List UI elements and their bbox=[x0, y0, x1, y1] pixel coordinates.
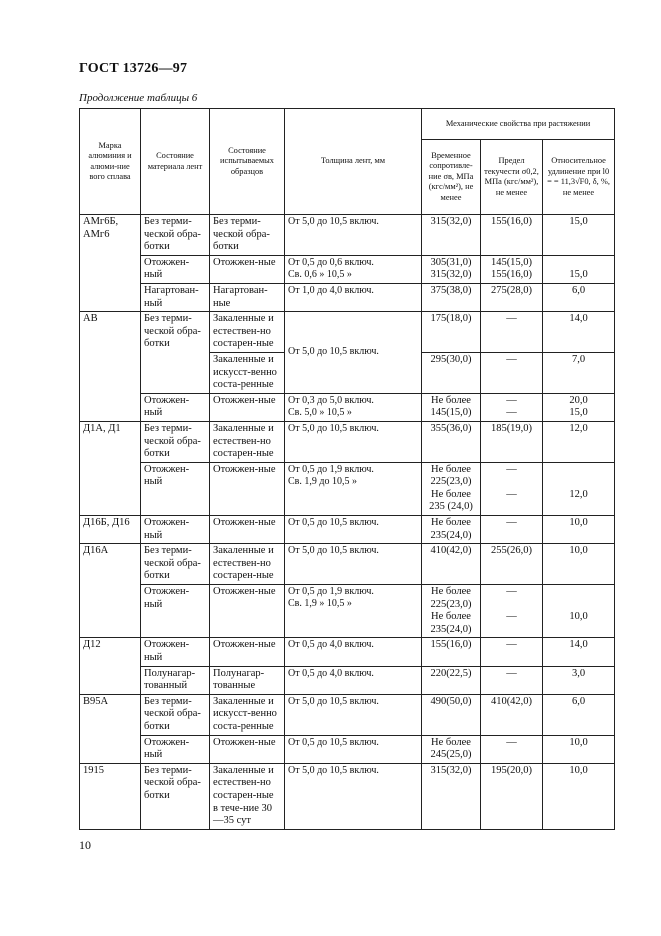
grade-cell: Д12 bbox=[80, 638, 141, 694]
material-state-cell: Отожжен-ный bbox=[141, 735, 210, 763]
mechanical-properties-table bbox=[79, 108, 615, 830]
tensile-strength-cell: 305(31,0) 315(32,0) bbox=[422, 255, 481, 283]
sample-state-cell: Нагартован-ные bbox=[210, 283, 285, 311]
material-state-cell: Без терми-ческой обра-ботки bbox=[141, 421, 210, 462]
material-state-cell: Отожжен-ный bbox=[141, 585, 210, 638]
material-state-cell: Без терми-ческой обра-ботки bbox=[141, 215, 210, 256]
sample-state-cell: Отожжен-ные bbox=[210, 585, 285, 638]
thickness-cell: От 5,0 до 10,5 включ. bbox=[285, 763, 422, 829]
thickness-cell: От 5,0 до 10,5 включ. bbox=[285, 544, 422, 585]
tensile-strength-cell: 175(18,0) bbox=[422, 312, 481, 353]
tensile-strength-cell: Не более 245(25,0) bbox=[422, 735, 481, 763]
thickness-cell: От 0,3 до 5,0 включ. Св. 5,0 » 10,5 » bbox=[285, 393, 422, 421]
yield-strength-cell: — bbox=[481, 312, 543, 353]
tensile-strength-cell: 355(36,0) bbox=[422, 421, 481, 462]
yield-strength-cell: 275(28,0) bbox=[481, 283, 543, 311]
header-sample-state: Состояние испытываемых образцов bbox=[210, 109, 285, 215]
yield-strength-cell: 155(16,0) bbox=[481, 215, 543, 256]
material-state-cell: Отожжен-ный bbox=[141, 516, 210, 544]
header-yield-strength: Предел текучести σ0,2, МПа (кгс/мм²), не менее bbox=[481, 140, 543, 215]
table-row bbox=[80, 585, 615, 638]
sample-state-cell: Отожжен-ные bbox=[210, 255, 285, 283]
yield-strength-cell: — bbox=[481, 352, 543, 393]
yield-strength-cell: — bbox=[481, 666, 543, 694]
sample-state-cell: Без терми-ческой обра-ботки bbox=[210, 215, 285, 256]
thickness-cell: От 0,5 до 1,9 включ. Св. 1,9 » 10,5 » bbox=[285, 585, 422, 638]
table-row bbox=[80, 283, 615, 311]
material-state-cell: Нагартован-ный bbox=[141, 283, 210, 311]
header-material-state: Состояние материала лент bbox=[141, 109, 210, 215]
elongation-cell: 10,0 bbox=[543, 585, 615, 638]
material-state-cell: Без терми-ческой обра-ботки bbox=[141, 544, 210, 585]
document-title: ГОСТ 13726—97 bbox=[79, 61, 188, 76]
elongation-cell: 10,0 bbox=[543, 544, 615, 585]
material-state-cell: Отожжен-ный bbox=[141, 638, 210, 666]
thickness-cell: От 5,0 до 10,5 включ. bbox=[285, 421, 422, 462]
elongation-cell: 15,0 bbox=[543, 215, 615, 256]
material-state-cell: Без терми-ческой обра-ботки bbox=[141, 763, 210, 829]
material-state-cell: Полунагар-тованный bbox=[141, 666, 210, 694]
header-thickness: Толщина лент, мм bbox=[285, 109, 422, 215]
table-row bbox=[80, 735, 615, 763]
grade-cell: В95А bbox=[80, 694, 141, 763]
yield-strength-cell: 195(20,0) bbox=[481, 763, 543, 829]
sample-state-cell: Отожжен-ные bbox=[210, 516, 285, 544]
thickness-cell: От 0,5 до 10,5 включ. bbox=[285, 735, 422, 763]
elongation-cell: 10,0 bbox=[543, 763, 615, 829]
material-state-cell: Отожжен-ный bbox=[141, 462, 210, 515]
grade-cell: АМг6Б, АМг6 bbox=[80, 215, 141, 312]
yield-strength-cell: 255(26,0) bbox=[481, 544, 543, 585]
elongation-cell: 12,0 bbox=[543, 421, 615, 462]
material-state-cell: Без терми-ческой обра-ботки bbox=[141, 694, 210, 735]
elongation-cell: 12,0 bbox=[543, 462, 615, 515]
yield-strength-cell: — bbox=[481, 638, 543, 666]
sample-state-cell: Закаленные и естествен-но состарен-ные bbox=[210, 312, 285, 353]
table-row bbox=[80, 312, 615, 353]
tensile-strength-cell: 375(38,0) bbox=[422, 283, 481, 311]
material-state-cell: Отожжен-ный bbox=[141, 393, 210, 421]
table-row bbox=[80, 393, 615, 421]
tensile-strength-cell: 410(42,0) bbox=[422, 544, 481, 585]
table-row bbox=[80, 694, 615, 735]
elongation-cell: 6,0 bbox=[543, 283, 615, 311]
tensile-strength-cell: Не более 235(24,0) bbox=[422, 516, 481, 544]
sample-state-cell: Закаленные и естествен-но состарен-ные bbox=[210, 421, 285, 462]
grade-cell: Д1А, Д1 bbox=[80, 421, 141, 515]
elongation-cell: 10,0 bbox=[543, 735, 615, 763]
table-row bbox=[80, 516, 615, 544]
table-row bbox=[80, 666, 615, 694]
material-state-cell: Без терми-ческой обра-ботки bbox=[141, 312, 210, 394]
table-continuation-caption: Продолжение таблицы 6 bbox=[79, 92, 198, 104]
header-tensile-strength: Временное сопротивле-ние σв, МПа (кгс/мм²), не менее bbox=[422, 140, 481, 215]
table-row bbox=[80, 462, 615, 515]
elongation-cell: 7,0 bbox=[543, 352, 615, 393]
page-number: 10 bbox=[79, 838, 91, 852]
grade-cell: Д16А bbox=[80, 544, 141, 638]
table-row bbox=[80, 638, 615, 666]
thickness-cell: От 5,0 до 10,5 включ. bbox=[285, 312, 422, 394]
table-row bbox=[80, 215, 615, 256]
sample-state-cell: Полунагар-тованные bbox=[210, 666, 285, 694]
elongation-cell: 14,0 bbox=[543, 312, 615, 353]
thickness-cell: От 0,5 до 10,5 включ. bbox=[285, 516, 422, 544]
sample-state-cell: Закаленные и естествен-но состарен-ные bbox=[210, 544, 285, 585]
sample-state-cell: Закаленные и естествен-но состарен-ные в тече-ние 30—35 сут bbox=[210, 763, 285, 829]
elongation-cell: 20,0 15,0 bbox=[543, 393, 615, 421]
tensile-strength-cell: Не более 225(23,0) Не более 235 (24,0) bbox=[422, 462, 481, 515]
sample-state-cell: Закаленные и искусст-венно соста-ренные bbox=[210, 352, 285, 393]
sample-state-cell: Отожжен-ные bbox=[210, 735, 285, 763]
elongation-cell: 6,0 bbox=[543, 694, 615, 735]
thickness-cell: От 0,5 до 1,9 включ. Св. 1,9 до 10,5 » bbox=[285, 462, 422, 515]
grade-cell: АВ bbox=[80, 312, 141, 422]
yield-strength-cell: 145(15,0) 155(16,0) bbox=[481, 255, 543, 283]
table-row bbox=[80, 255, 615, 283]
yield-strength-cell: — bbox=[481, 735, 543, 763]
yield-strength-cell: — — bbox=[481, 462, 543, 515]
tensile-strength-cell: 295(30,0) bbox=[422, 352, 481, 393]
tensile-strength-cell: Не более 225(23,0) Не более 235(24,0) bbox=[422, 585, 481, 638]
table-row bbox=[80, 544, 615, 585]
header-mechanical-properties: Механические свойства при растяжении bbox=[422, 109, 615, 140]
sample-state-cell: Закаленные и искусст-венно соста-ренные bbox=[210, 694, 285, 735]
table-row bbox=[80, 763, 615, 829]
tensile-strength-cell: 155(16,0) bbox=[422, 638, 481, 666]
thickness-cell: От 5,0 до 10,5 включ. bbox=[285, 215, 422, 256]
sample-state-cell: Отожжен-ные bbox=[210, 638, 285, 666]
grade-cell: 1915 bbox=[80, 763, 141, 829]
yield-strength-cell: — bbox=[481, 516, 543, 544]
yield-strength-cell: 410(42,0) bbox=[481, 694, 543, 735]
elongation-cell: 14,0 bbox=[543, 638, 615, 666]
elongation-cell: 3,0 bbox=[543, 666, 615, 694]
elongation-cell: 15,0 bbox=[543, 255, 615, 283]
thickness-cell: От 0,5 до 0,6 включ. Св. 0,6 » 10,5 » bbox=[285, 255, 422, 283]
grade-cell: Д16Б, Д16 bbox=[80, 516, 141, 544]
sample-state-cell: Отожжен-ные bbox=[210, 462, 285, 515]
tensile-strength-cell: Не более 145(15,0) bbox=[422, 393, 481, 421]
material-state-cell: Отожжен-ный bbox=[141, 255, 210, 283]
thickness-cell: От 0,5 до 4,0 включ. bbox=[285, 666, 422, 694]
sample-state-cell: Отожжен-ные bbox=[210, 393, 285, 421]
yield-strength-cell: 185(19,0) bbox=[481, 421, 543, 462]
table-row bbox=[80, 421, 615, 462]
yield-strength-cell: — — bbox=[481, 393, 543, 421]
tensile-strength-cell: 315(32,0) bbox=[422, 763, 481, 829]
thickness-cell: От 5,0 до 10,5 включ. bbox=[285, 694, 422, 735]
tensile-strength-cell: 490(50,0) bbox=[422, 694, 481, 735]
elongation-cell: 10,0 bbox=[543, 516, 615, 544]
tensile-strength-cell: 315(32,0) bbox=[422, 215, 481, 256]
tensile-strength-cell: 220(22,5) bbox=[422, 666, 481, 694]
header-grade: Марка алюминия и алюми-ние вого сплава bbox=[80, 109, 141, 215]
thickness-cell: От 0,5 до 4,0 включ. bbox=[285, 638, 422, 666]
yield-strength-cell: — — bbox=[481, 585, 543, 638]
thickness-cell: От 1,0 до 4,0 включ. bbox=[285, 283, 422, 311]
header-elongation: Относительное удлинение при l0 = = 11,3√F0, δ, %, не менее bbox=[543, 140, 615, 215]
